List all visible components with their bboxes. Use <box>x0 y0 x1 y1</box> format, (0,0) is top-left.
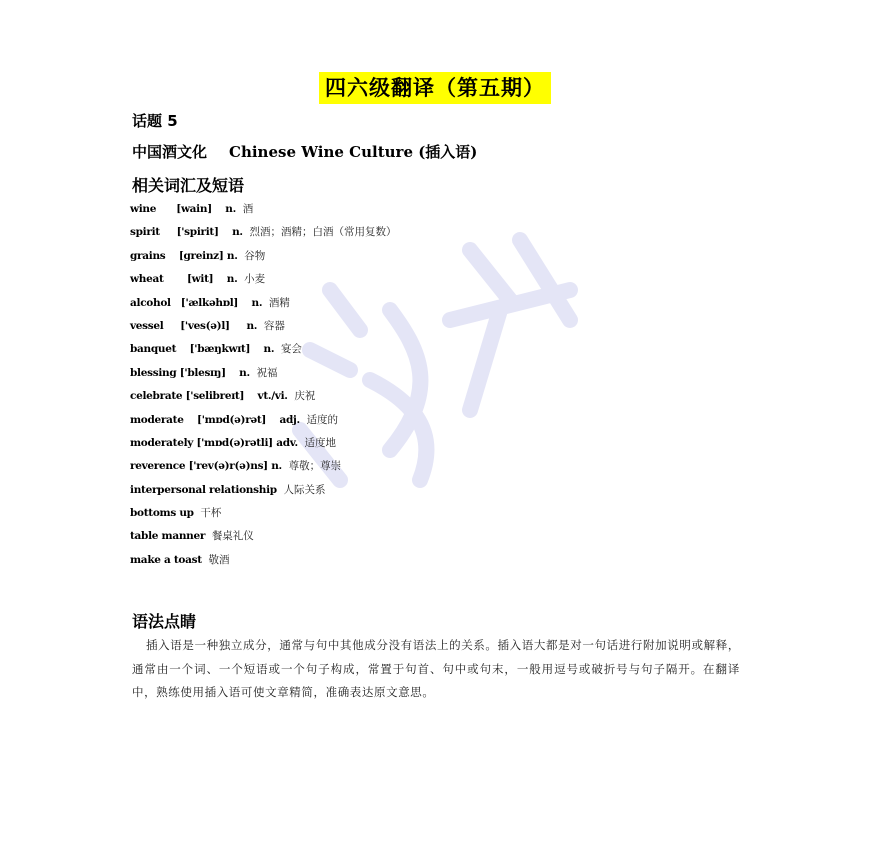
vocab-item: banquet ['bæŋkwɪt] n. 宴会 <box>130 343 302 356</box>
vocab-item: blessing ['blesɪŋ] n. 祝福 <box>130 366 278 379</box>
vocab-item: bottoms up 干杯 <box>130 507 222 520</box>
vocab-list <box>130 199 396 573</box>
vocab-heading: 相关词汇及短语 <box>132 176 245 195</box>
vocab-item: interpersonal relationship 人际关系 <box>130 483 326 496</box>
vocab-item: wine [wain] n. 酒 <box>130 203 254 215</box>
vocab-item: make a toast 敬酒 <box>130 553 230 566</box>
topic-label: 话题 5 <box>132 112 178 130</box>
subject-zh: 中国酒文化 <box>132 143 208 161</box>
vocab-item: spirit ['spirit] n. 烈酒；酒精；白酒（常用复数） <box>130 226 397 239</box>
vocab-item: moderately ['mɒd(ə)rətli] adv. 适度地 <box>130 436 337 449</box>
vocab-item: wheat [wit] n. 小麦 <box>130 273 266 286</box>
vocab-item: moderate ['mɒd(ə)rət] adj. 适度的 <box>130 413 339 426</box>
vocab-item: grains [greinz] n. 谷物 <box>130 249 266 262</box>
grammar-heading: 语法点睛 <box>132 612 197 631</box>
subject-heading <box>132 141 477 162</box>
title-container <box>0 72 870 104</box>
vocab-item: vessel ['ves(ə)l] n. 容器 <box>130 319 285 332</box>
document-title: 四六级翻译（第五期） <box>319 72 551 104</box>
vocab-item: celebrate ['selibreɪt] vt./vi. 庆祝 <box>130 390 316 403</box>
vocab-item: table manner 餐桌礼仪 <box>130 530 254 543</box>
vocab-item: reverence ['rev(ə)r(ə)ns] n. 尊敬；尊崇 <box>130 460 342 473</box>
subject-en: Chinese Wine Culture (插入语) <box>229 143 478 161</box>
vocab-item: alcohol ['ælkəhɒl] n. 酒精 <box>130 296 290 309</box>
grammar-paragraph: 插入语是一种独立成分，通常与句中其他成分没有语法上的关系。插入语大都是对一句话进行附加说明或解释，通常由一个词、一个短语或一个句子构成，常置于句首、句中或句末，一般用逗号或破折号与句子隔开。在翻译中，熟练使用插入语可使文章精简，准确表达原文意思。 <box>132 638 740 699</box>
